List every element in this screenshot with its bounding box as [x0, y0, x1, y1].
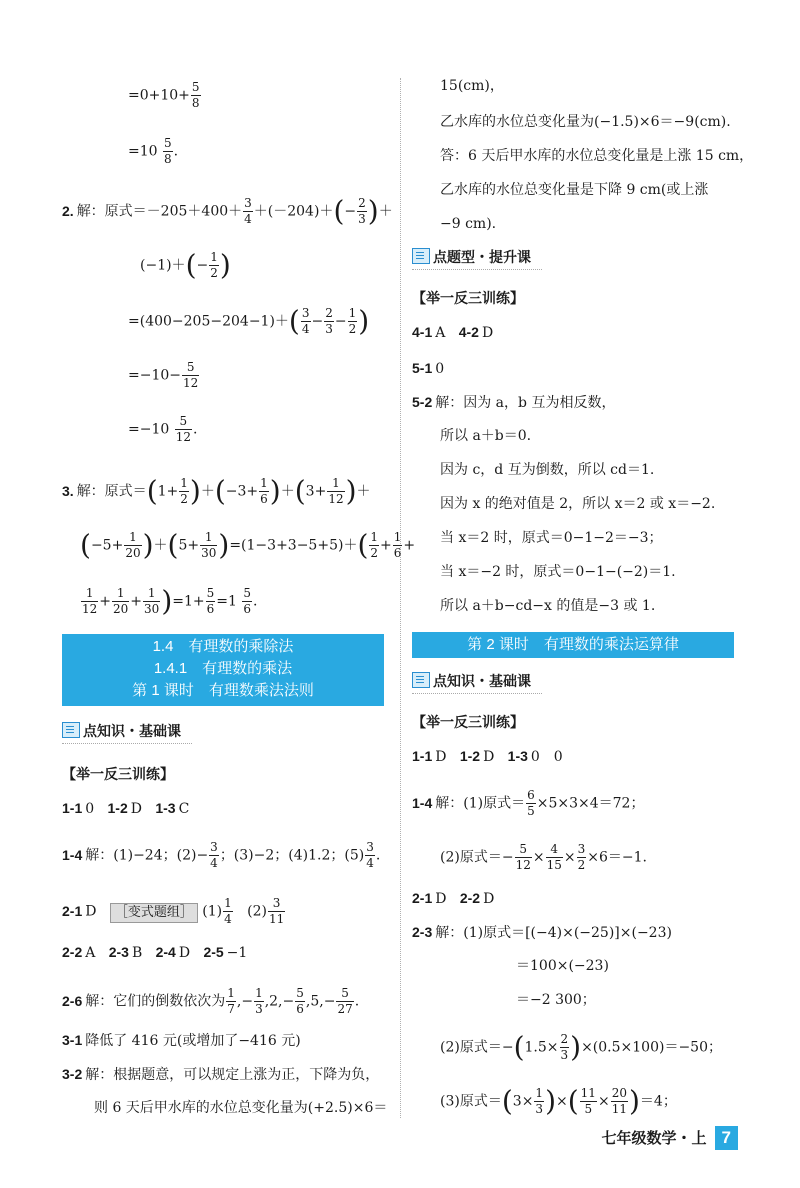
- book-icon: [412, 672, 430, 688]
- page-footer: [602, 1126, 738, 1150]
- section-title: 1.4.1 有理数的乘法: [153, 660, 293, 677]
- calc-line: =0+10+ $\frac{5}{8}$: [128, 80, 200, 110]
- calc-line: 乙水库的水位总变化量为(−1.5)×6＝−9(cm).: [440, 114, 731, 130]
- calc-line: 乙水库的水位总变化量是下降 9 cm(或上涨: [440, 182, 709, 198]
- practice-heading: 【举一反三训练】: [412, 290, 524, 306]
- answer-row: 5-2 解：因为 a，b 互为相反数，: [412, 394, 616, 411]
- answer-row: 1-1 D 1-2 D 1-3 0 0: [412, 748, 563, 765]
- answer-row: 5-1 0: [412, 360, 445, 377]
- answer-row: 4-1 A 4-2 D: [412, 324, 494, 341]
- calc-line: 所以 a＋b＝0.: [440, 428, 532, 444]
- practice-heading: 【举一反三训练】: [62, 766, 174, 782]
- calc-line: 答：6 天后甲水库的水位总变化量是上涨 15 cm，: [440, 148, 754, 164]
- calc-line: =−10− $\frac{5}{12}$: [128, 360, 199, 390]
- answer-row: 2-1 D ［变式题组］ (1) $\frac{1}{4}$ (2) $\frac{3}{11}$: [62, 896, 285, 926]
- section-header: 点知识・基础课: [62, 720, 192, 742]
- chapter-banner: [62, 634, 384, 706]
- answer-row: 3-1 降低了 416 元(或增加了−416 元): [62, 1032, 301, 1049]
- chapter-title: 1.4 有理数的乘除法: [152, 638, 294, 655]
- answer-row: 2-1 D 2-2 D: [412, 890, 495, 907]
- book-icon: [62, 722, 80, 738]
- calc-line: 当 x＝2 时，原式＝0−1−2＝−3；: [440, 530, 663, 546]
- calc-line: =(400−205−204−1)＋( $\frac{3}{4}$ − $\frac{2}{3}$ − $\frac{1}{2}$ ): [128, 304, 370, 338]
- calc-line: $\frac{1}{12}$ + $\frac{1}{20}$ + $\frac{1}{30}$ )=1+ $\frac{5}{6}$ =1 $\frac{5}{6}$ .: [82, 584, 258, 618]
- problem-3: 3. 解：原式＝(1+ $\frac{1}{2}$ )＋(−3+ $\frac{1}{6}$ )＋(3+ $\frac{1}{12}$ )＋: [62, 474, 371, 508]
- calc-line: ＝100×(−23): [516, 958, 609, 974]
- practice-heading: 【举一反三训练】: [412, 714, 524, 730]
- book-icon: [412, 248, 430, 264]
- calc-line: (3)原式＝(3× $\frac{1}{3}$ )×( $\frac{11}{5}$ × $\frac{20}{11}$ )＝4；: [440, 1084, 677, 1118]
- calc-line: (2)原式＝− $\frac{5}{12}$ × $\frac{4}{15}$ × $\frac{3}{2}$ ×6＝−1.: [440, 842, 647, 872]
- column-divider: [400, 78, 401, 1118]
- calc-line: −9 cm).: [440, 216, 497, 232]
- answer-row: 1-1 0 1-2 D 1-3 C: [62, 800, 190, 817]
- calc-line: (−5+ $\frac{1}{20}$ )＋(5+ $\frac{1}{30}$ )=(1−3+3−5+5)＋( $\frac{1}{2}$ + $\frac{1}{6}$ +: [80, 528, 416, 562]
- page-number: 7: [715, 1126, 738, 1150]
- calc-line: =10 $\frac{5}{8}$ .: [128, 136, 179, 166]
- answer-row: 1-4 解：(1)−24；(2)− $\frac{3}{4}$ ；(3)−2；(4)1.2；(5) $\frac{3}{4}$ .: [62, 840, 381, 870]
- section-header: 点题型・提升课: [412, 246, 542, 268]
- lesson-title: 第 1 课时 有理数乘法法则: [132, 682, 314, 699]
- calc-line: =−10 $\frac{5}{12}$ .: [128, 414, 198, 444]
- answer-row: 1-4 解：(1)原式＝ $\frac{6}{5}$ ×5×3×4＝72；: [412, 788, 645, 818]
- book-title: 七年级数学・上: [601, 1130, 707, 1147]
- calc-line: 因为 x 的绝对值是 2，所以 x＝2 或 x＝−2.: [440, 496, 716, 512]
- calc-line: ＝−2 300；: [516, 992, 596, 1008]
- problem-2: 2. 解：原式＝－205＋400＋ $\frac{3}{4}$ ＋(－204)＋(− $\frac{2}{3}$ )＋: [62, 194, 393, 228]
- answer-row: 3-2 解：根据题意，可以规定上涨为正，下降为负，: [62, 1066, 380, 1083]
- section-header: 点知识・基础课: [412, 670, 542, 692]
- answer-row: 2-3 解：(1)原式＝[(−4)×(−25)]×(−23): [412, 924, 672, 941]
- variant-tag: ［变式题组］: [110, 903, 198, 923]
- calc-line: 因为 c，d 互为倒数，所以 cd＝1.: [440, 462, 655, 478]
- calc-line: 所以 a＋b−cd−x 的值是−3 或 1.: [440, 598, 656, 614]
- answer-row: 2-6 解：它们的倒数依次为 $\frac{1}{7}$ ,− $\frac{1}{3}$ ,2,− $\frac{5}{6}$ ,5,− $\frac{5}{27}$ .: [62, 986, 360, 1016]
- calc-line: 15(cm)，: [440, 78, 504, 94]
- calc-line: (2)原式＝−(1.5× $\frac{2}{3}$ )×(0.5×100)＝−50；: [440, 1030, 722, 1064]
- calc-line: 当 x＝−2 时，原式＝0−1−(−2)＝1.: [440, 564, 676, 580]
- lesson-banner: [412, 632, 734, 658]
- calc-line: (−1)＋(− $\frac{1}{2}$ ): [140, 248, 231, 282]
- calc-line: 则 6 天后甲水库的水位总变化量为(+2.5)×6＝: [94, 1100, 388, 1116]
- answer-row: 2-2 A 2-3 B 2-4 D 2-5 −1: [62, 944, 248, 961]
- lesson-title: 第 2 课时 有理数的乘法运算律: [467, 636, 679, 653]
